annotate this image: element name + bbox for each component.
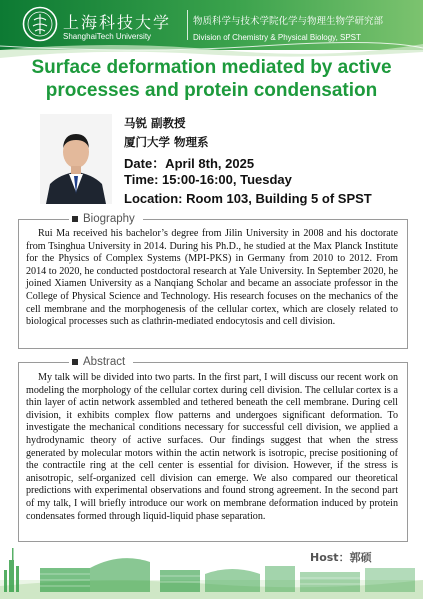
speaker-affiliation: 厦门大学 物理系 [124,135,209,149]
talk-title: Surface deformation mediated by active processes and protein condensation [31,57,392,101]
abstract-text: My talk will be divided into two parts. In the first part, I will discuss our recent work on modeling the morphology of the cellular cortex during cell division. The cellular cortex is a thin layer of actin network assembled and tethered beneath the cell membrane. During cell division, it exhibits complex flow patterns and undergoes significant deformation. To investigate the mechanical conditions necessary for successful cell division, we applied a hydrodynamic theory of active surfaces. Our findings suggest that when the stress generated by molecular motors within the actin network is isotropic, precise positioning of the contractile ring at the cell center is essential for division. However, if the stress is anisotropic, self-organized cell division can emerge. We also compared our theoretical predictions with experimental observations and found strong agreement. In the second part of my talk, I will briefly introduce our work on membrane deformation induced by protein condensates formed through liquid-liquid phase separation. [26,372,398,522]
talk-date: Date：April 8th, 2025 [124,156,255,171]
abstract-label: Abstract [69,355,133,369]
university-name-cn: 上海科技大学 [63,13,172,32]
speaker-name: 马锐 副教授 [124,116,186,130]
biography-text: Rui Ma received his bachelor’s degree from Jilin University in 2008 and his doctorate from Tsinghua University in 2014. During his Ph.D., he studied at the Max Planck Institute for the Physics of Complex Systems (MPI-PKS) in Germany from 2010 to 2012. From 2014 to 2020, he conducted postdoctoral research at Yale University. In September 2020, he joined Xiamen University as a Nanqiang Scholar and became an associate professor in the College of Physical Science and Technology. His research focuses on the mechanics of the cell membrane and the morphogenesis of the cellular cortex, which are closely related to biological processes such as clathrin-mediated endocytosis and cell division. [26,228,398,328]
speaker-photo [40,114,112,204]
division-name-en: Division of Chemistry & Physical Biology, SPST [193,33,361,42]
host-line: Host：郭硕 [310,551,372,564]
division-name-cn: 物质科学与技术学院化学与物理生物学研究部 [193,16,384,27]
talk-location: Location: Room 103, Building 5 of SPST [124,191,372,206]
biography-label: Biography [69,212,143,226]
university-name-en: ShanghaiTech University [63,32,152,41]
university-logo-icon [22,6,58,42]
talk-time: Time: 15:00-16:00, Tuesday [124,172,292,187]
header-divider [187,10,188,40]
